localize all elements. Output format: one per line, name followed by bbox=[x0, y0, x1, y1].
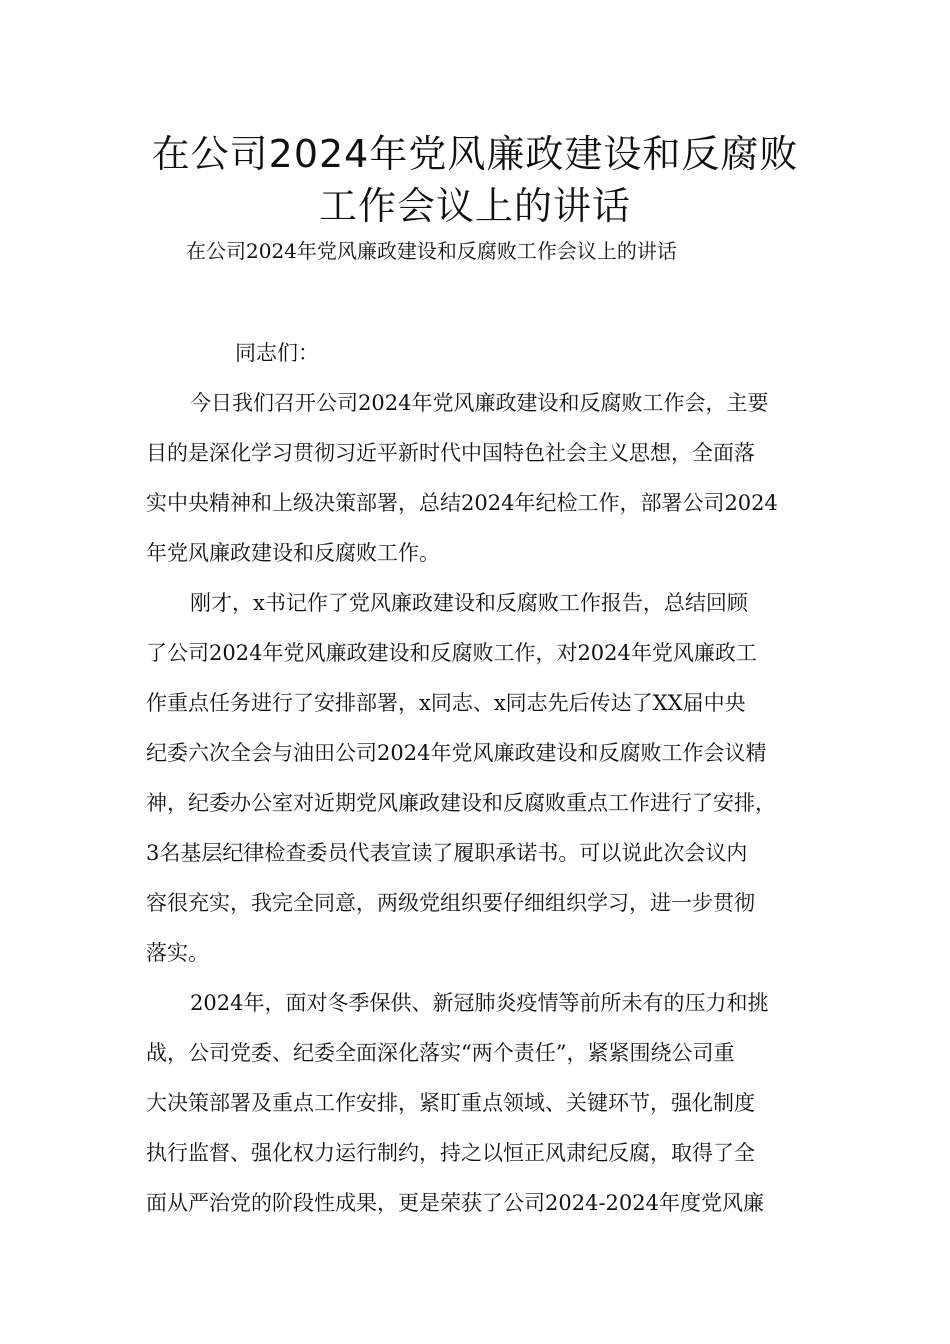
body-line: 了公司2024年党风廉政建设和反腐败工作，对2024年党风廉政工 bbox=[146, 641, 757, 665]
greeting: 同志们： bbox=[235, 341, 319, 365]
body-line: 神，纪委办公室对近期党风廉政建设和反腐败重点工作进行了安排， bbox=[146, 791, 776, 815]
document-title-line-1: 在公司2024年党风廉政建设和反腐败 bbox=[151, 132, 799, 176]
body-line: 容很充实，我完全同意，两级党组织要仔细组织学习，进一步贯彻 bbox=[146, 891, 755, 915]
body-line: 执行监督、强化权力运行制约，持之以恒正风肃纪反腐，取得了全 bbox=[146, 1141, 755, 1165]
body-line: 今日我们召开公司2024年党风廉政建设和反腐败工作会，主要 bbox=[190, 391, 769, 415]
body-line: 目的是深化学习贯彻习近平新时代中国特色社会主义思想，全面落 bbox=[146, 441, 755, 465]
body-line: 3名基层纪律检查委员代表宣读了履职承诺书。可以说此次会议内 bbox=[146, 841, 748, 865]
body-line: 纪委六次全会与油田公司2024年党风廉政建设和反腐败工作会议精 bbox=[146, 741, 767, 765]
body-line: 刚才，x书记作了党风廉政建设和反腐败工作报告，总结回顾 bbox=[190, 591, 748, 615]
body-line: 落实。 bbox=[146, 941, 209, 965]
body-line: 年党风廉政建设和反腐败工作。 bbox=[146, 541, 440, 565]
document-subtitle: 在公司2024年党风廉政建设和反腐败工作会议上的讲话 bbox=[186, 239, 677, 263]
body-line: 实中央精神和上级决策部署，总结2024年纪检工作，部署公司2024 bbox=[146, 491, 778, 515]
document-title-line-2: 工作会议上的讲话 bbox=[318, 184, 631, 228]
body-line: 大决策部署及重点工作安排，紧盯重点领域、关键环节，强化制度 bbox=[146, 1091, 755, 1115]
body-line: 作重点任务进行了安排部署，x同志、x同志先后传达了XX届中央 bbox=[146, 691, 746, 715]
body-line: 战，公司党委、纪委全面深化落实“两个责任”，紧紧围绕公司重 bbox=[146, 1041, 735, 1065]
body-line: 2024年，面对冬季保供、新冠肺炎疫情等前所未有的压力和挑 bbox=[190, 991, 769, 1015]
body-line: 面从严治党的阶段性成果，更是荣获了公司2024-2024年度党风廉 bbox=[146, 1191, 764, 1215]
